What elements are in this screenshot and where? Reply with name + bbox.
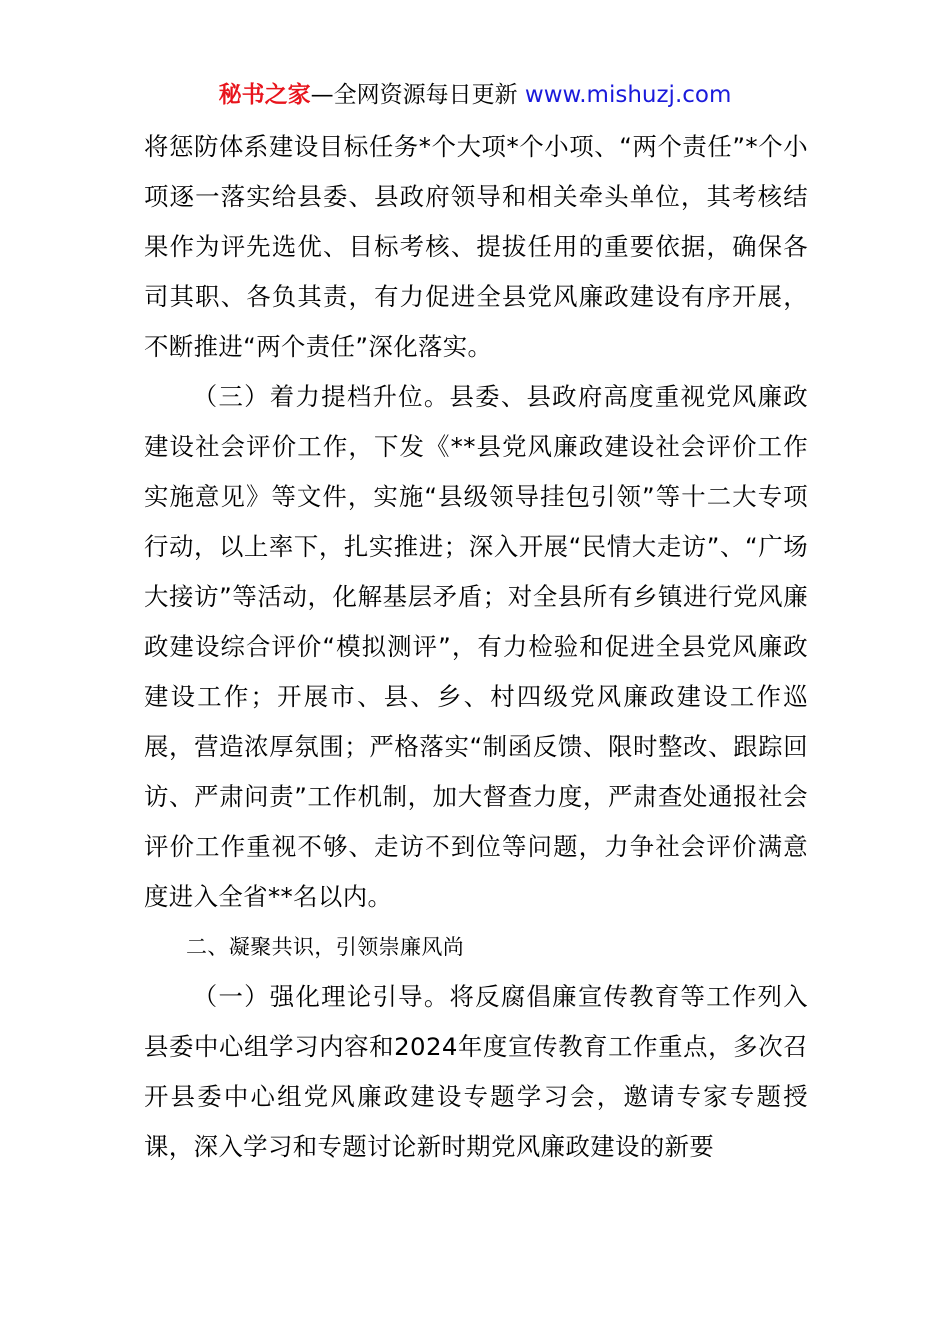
paragraph-continuation: 将惩防体系建设目标任务*个大项*个小项、“两个责任”*个小项逐一落实给县委、县政府领导和相关牵头单位，其考核结果作为评先选优、目标考核、提拔任用的重要依据，确保各司其职、各负其责，有力促进全县党风廉政建设有序开展，不断推进“两个责任”深化落实。 — [144, 132, 808, 361]
paragraph-theory-guidance: （一）强化理论引导。将反腐倡廉宣传教育等工作列入县委中心组学习内容和2024年度宣传教育工作重点，多次召开县委中心组党风廉政建设专题学习会，邀请专家专题授课，深入学习和专题讨论新时期党风廉政建设的新要 — [144, 982, 808, 1161]
site-header — [0, 80, 950, 110]
paragraph-upgrade: （三）着力提档升位。县委、县政府高度重视党风廉政建设社会评价工作，下发《**县党风廉政建设社会评价工作实施意见》等文件，实施“县级领导挂包引领”等十二大专项行动，以上率下，扎实推进；深入开展“民情大走访”、“广场大接访”等活动，化解基层矛盾；对全县所有乡镇进行党风廉政建设综合评价“模拟测评”，有力检验和促进全县党风廉政建设工作；开展市、县、乡、村四级党风廉政建设工作巡展，营造浓厚氛围；严格落实“制函反馈、限时整改、跟踪回访、严肃问责”工作机制，加大督查力度，严肃查处通报社会评价工作重视不够、走访不到位等问题，力争社会评价满意度进入全省**名以内。 — [144, 382, 808, 911]
document-body — [144, 122, 808, 1172]
site-brand: 秘书之家 — [218, 82, 311, 108]
site-tagline: —全网资源每日更新 — [310, 82, 518, 108]
section-heading: 二、凝聚共识，引领崇廉风尚 — [186, 935, 465, 959]
site-url[interactable]: www.mishuzj.com — [524, 82, 732, 108]
